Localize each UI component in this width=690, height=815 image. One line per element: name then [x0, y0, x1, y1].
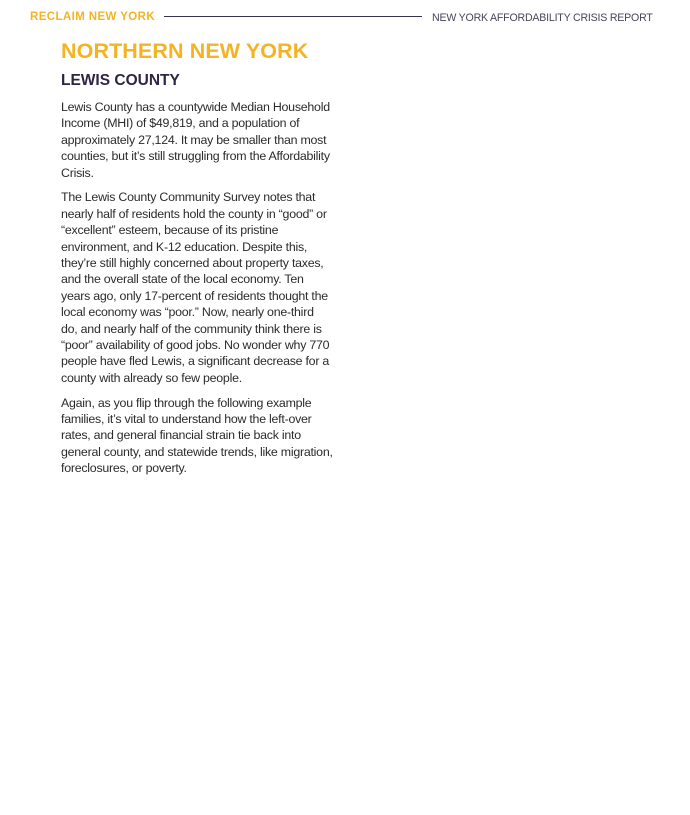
paragraph-survey: The Lewis County Community Survey notes that nearly half of residents hold the county in “good” or “excellent” esteem, because of its pristine environment, and K-12 education. Despite this, they’re still highly concerned about property taxes, and the overall state of the local economy. Ten years ago, only 17-percent of residents thought the local economy was “poor.” Now, nearly one-third do, and nearly half of the community think there is “poor” availability of good jobs. No wonder why 770 people have fled Lewis, a significant decrease for a county with already so few people. — [61, 190, 330, 385]
running-header — [0, 0, 690, 34]
header-divider-rule — [164, 16, 422, 17]
paragraph-conclusion: Again, as you flip through the following example families, it’s vital to understand how the left-over rates, and general financial strain tie back into general county, and statewide trends, like migration, foreclosures, or poverty. — [61, 395, 333, 476]
county-title: LEWIS COUNTY — [61, 72, 180, 89]
brand-label: RECLAIM NEW YORK — [30, 11, 156, 23]
report-title: NEW YORK AFFORDABILITY CRISIS REPORT — [432, 12, 653, 24]
region-title: NORTHERN NEW YORK — [61, 39, 309, 63]
body-text — [61, 99, 333, 485]
paragraph-intro: Lewis County has a countywide Median Household Income (MHI) of $49,819, and a population of approximately 27,124. It may be smaller than most counties, but it’s still struggling from the Affordability Crisis. — [61, 100, 330, 180]
